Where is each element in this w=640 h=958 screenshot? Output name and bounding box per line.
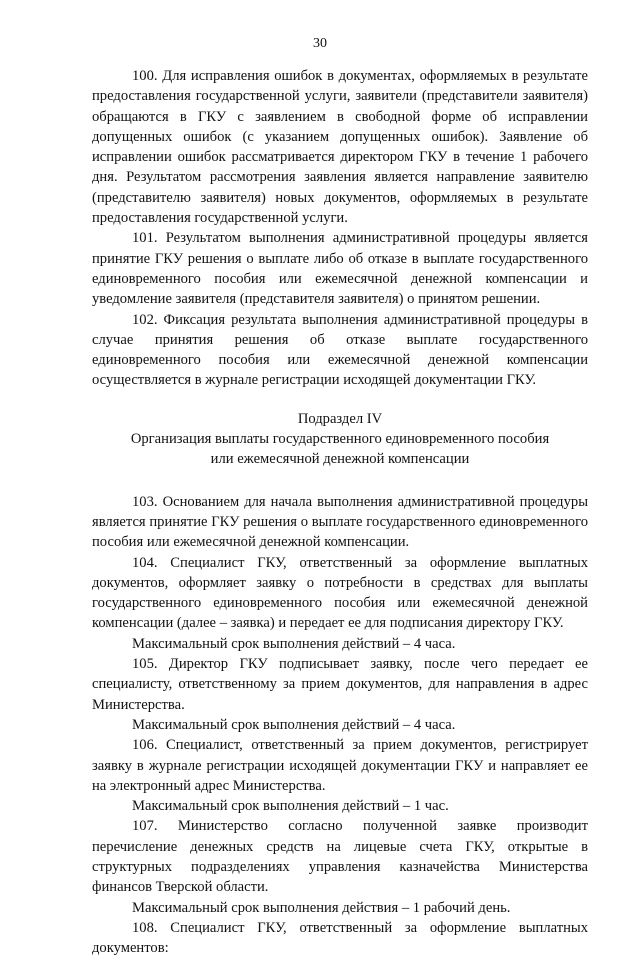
subsection-title-line2: или ежемесячной денежной компенсации: [210, 451, 470, 468]
subsection-title-line1: Организация выплаты государственного единовременного пособия: [130, 431, 550, 448]
paragraph-100: 100. Для исправления ошибок в документах, оформляемых в результате предоставления государственной услуги, заявители (представители заявителя) обращаются в ГКУ с заявлением в свободной форме об исправлении допущенных ошибок (с указанием допущенных ошибок). Заявление об исправлении ошибок рассматривается директором ГКУ в течение 1 рабочего дня. Результатом рассмотрения заявления является направление заявителю (представителю заявителя) новых документов, оформляемых в результате предоставления государственной услуги.: [92, 68, 588, 227]
paragraph-106: 106. Специалист, ответственный за прием документов, регистрирует заявку в журнале регистрации исходящей документации ГКУ и направляет ее на электронный адрес Министерства.: [92, 737, 588, 794]
paragraph-103: 103. Основанием для начала выполнения административной процедуры является принятие ГКУ решения о выплате государственного единовременного пособия или ежемесячной денежной компенсации.: [92, 493, 588, 551]
deadline-note: Максимальный срок выполнения действия – 1 рабочий день.: [132, 899, 511, 916]
subsection-heading: [92, 409, 588, 470]
deadline-note: Максимальный срок выполнения действий – 4 часа.: [132, 635, 456, 652]
paragraph-105: 105. Директор ГКУ подписывает заявку, после чего передает ее специалисту, ответственному за прием документов, для направления в адрес Министерства.: [92, 656, 588, 713]
page-number: 30: [313, 36, 327, 51]
document-body: [92, 66, 588, 958]
deadline-note: Максимальный срок выполнения действий – 4 часа.: [132, 716, 456, 733]
subsection-number: Подраздел IV: [297, 410, 383, 427]
paragraph-102: 102. Фиксация результата выполнения административной процедуры в случае принятия решения об отказе выплате государственного единовременного пособия или ежемесячной денежной компенсации осуществляется в журнале регистрации исходящей документации ГКУ.: [92, 311, 588, 389]
paragraph-101: 101. Результатом выполнения административной процедуры является принятие ГКУ решения о выплате либо об отказе в выплате государственного единовременного пособия или ежемесячной денежной компенсации и уведомление заявителя (представителя заявителя) о принятом решении.: [92, 230, 588, 308]
paragraph-108: 108. Специалист ГКУ, ответственный за оформление выплатных документов:: [92, 919, 588, 957]
paragraph-107: 107. Министерство согласно полученной заявке производит перечисление денежных средств на лицевые счета ГКУ, открытые в структурных подразделениях управления казначейства Министерства финансов Тверской области.: [92, 818, 588, 896]
deadline-note: Максимальный срок выполнения действий – 1 час.: [132, 798, 449, 815]
paragraph-104: 104. Специалист ГКУ, ответственный за оформление выплатных документов, оформляет заявку о потребности в средствах для выплаты государственного единовременного пособия или ежемесячной денежной компенсации (далее – заявка) и передает ее для подписания директору ГКУ.: [92, 554, 588, 632]
